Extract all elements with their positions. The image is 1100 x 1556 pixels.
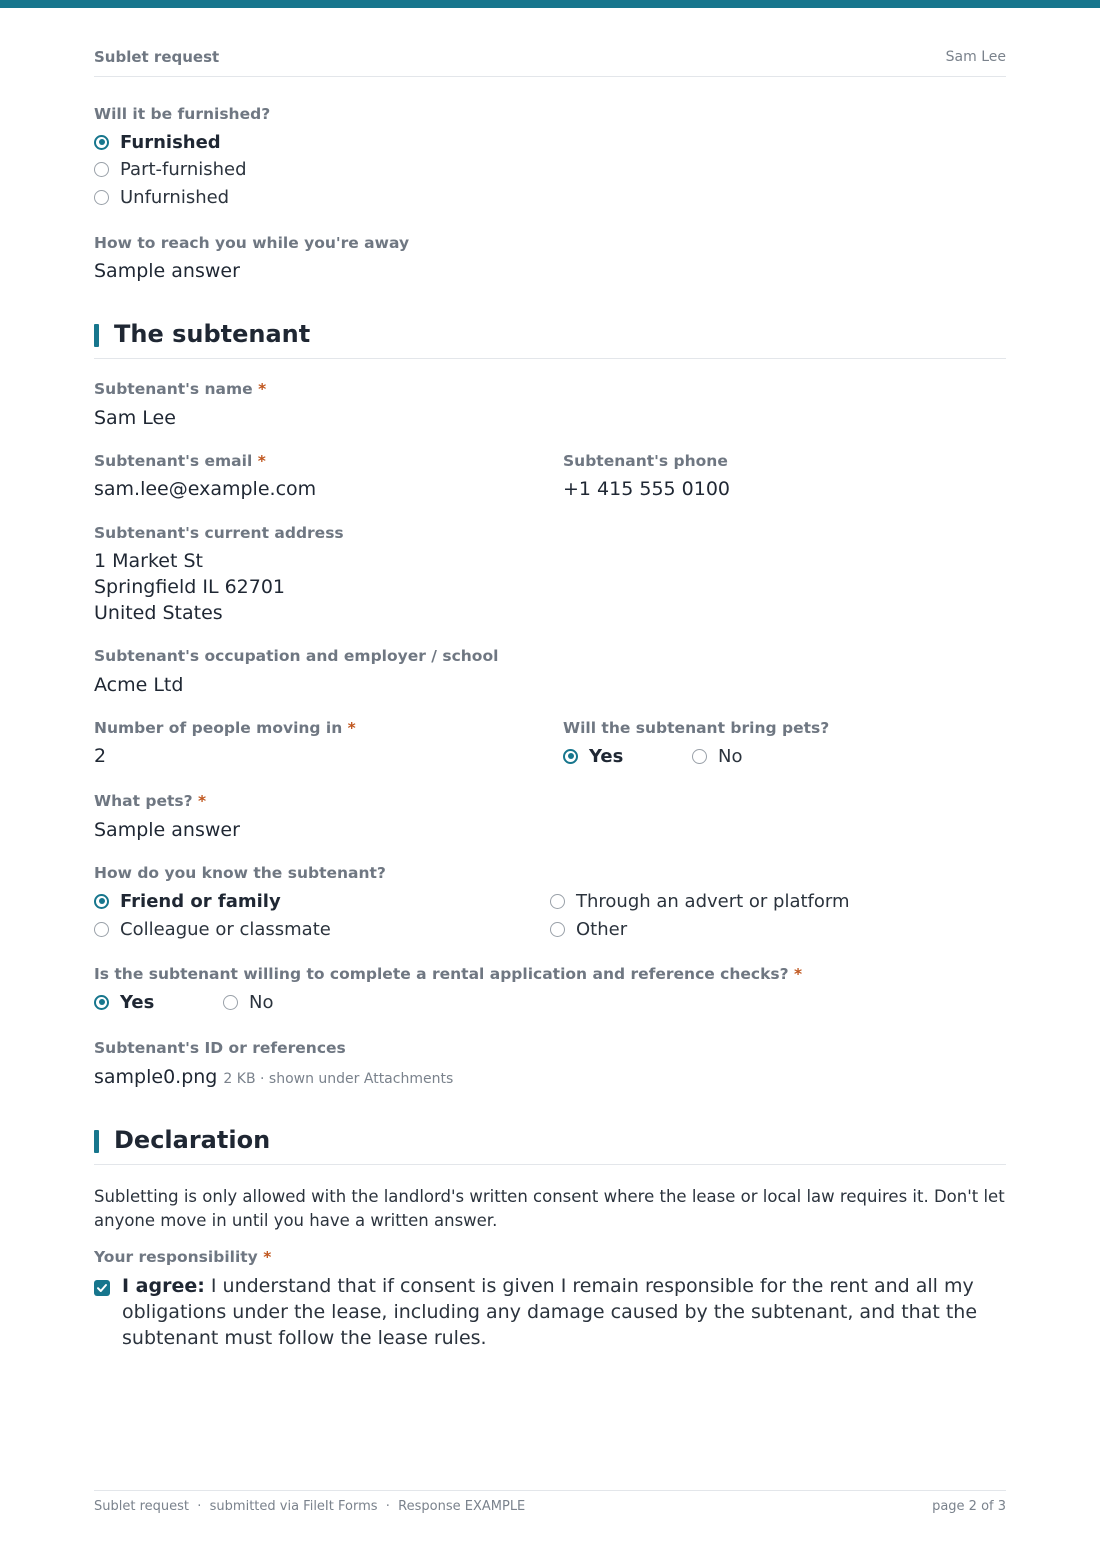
id-refs-label: Subtenant's ID or references xyxy=(94,1039,346,1057)
radio-empty-icon xyxy=(692,749,707,764)
what-pets-value: Sample answer xyxy=(94,819,240,841)
radio-pets-no[interactable] xyxy=(692,743,742,769)
option-label: Furnished xyxy=(120,131,221,153)
required-marker: * xyxy=(258,380,267,398)
people-value: 2 xyxy=(94,745,107,767)
checks-label: Is the subtenant willing to complete a rental application and reference checks? * xyxy=(94,965,803,983)
required-marker: * xyxy=(794,965,803,983)
phone-value: +1 415 555 0100 xyxy=(563,478,731,500)
people-label: Number of people moving in * xyxy=(94,719,356,737)
form-title: Sublet request xyxy=(94,48,220,66)
radio-empty-icon xyxy=(94,922,109,937)
name-label: Subtenant's name * xyxy=(94,380,267,398)
agree-statement xyxy=(122,1273,1006,1351)
radio-selected-icon xyxy=(94,995,109,1010)
agree-label: I agree: xyxy=(122,1275,205,1297)
radio-unfurnished[interactable] xyxy=(94,184,229,210)
know-label: How do you know the subtenant? xyxy=(94,864,386,882)
attachment-file xyxy=(94,1064,453,1092)
radio-selected-icon xyxy=(563,749,578,764)
required-marker: * xyxy=(257,452,266,470)
name-value: Sam Lee xyxy=(94,407,176,429)
reach-value: Sample answer xyxy=(94,260,240,282)
radio-empty-icon xyxy=(94,190,109,205)
address-line: 1 Market St xyxy=(94,550,203,572)
address-line: Springfield IL 62701 xyxy=(94,576,286,598)
reach-label: How to reach you while you're away xyxy=(94,234,410,252)
email-label: Subtenant's email * xyxy=(94,452,266,470)
declaration-text: Subletting is only allowed with the landlord's written consent where the lease or local law requires it. Don't let anyone move in until you have a written answer. xyxy=(94,1187,1005,1230)
footer-info: Sublet request · submitted via FileIt Forms · Response EXAMPLE xyxy=(94,1499,526,1514)
radio-checks-no[interactable] xyxy=(223,989,273,1015)
section-title: The subtenant xyxy=(114,320,311,348)
pets-label: Will the subtenant bring pets? xyxy=(563,719,830,737)
file-name[interactable]: sample0.png xyxy=(94,1066,218,1088)
checkmark-icon xyxy=(96,1282,108,1294)
page-number: page 2 of 3 xyxy=(932,1499,1006,1514)
section-subtenant xyxy=(94,321,1006,359)
radio-selected-icon xyxy=(94,135,109,150)
option-label: Other xyxy=(576,918,628,940)
option-label: No xyxy=(718,745,743,767)
file-meta: 2 KB · shown under Attachments xyxy=(223,1071,454,1087)
occupation-value: Acme Ltd xyxy=(94,674,184,696)
radio-furnished[interactable] xyxy=(94,129,221,155)
respondent-name: Sam Lee xyxy=(945,49,1006,65)
occupation-label: Subtenant's occupation and employer / school xyxy=(94,647,499,665)
top-accent-bar xyxy=(0,0,1100,8)
section-declaration xyxy=(94,1127,1006,1165)
required-marker: * xyxy=(263,1248,272,1266)
required-marker: * xyxy=(198,792,207,810)
section-marker xyxy=(94,324,99,347)
option-label: Friend or family xyxy=(120,890,281,912)
page-footer xyxy=(94,1490,1006,1520)
radio-empty-icon xyxy=(94,162,109,177)
option-label: Through an advert or platform xyxy=(576,890,850,912)
radio-empty-icon xyxy=(223,995,238,1010)
section-title: Declaration xyxy=(114,1126,271,1154)
email-value: sam.lee@example.com xyxy=(94,478,317,500)
radio-checks-yes[interactable] xyxy=(94,989,154,1015)
phone-label: Subtenant's phone xyxy=(563,452,728,470)
option-label: Yes xyxy=(589,745,624,767)
radio-other[interactable] xyxy=(550,916,627,942)
agree-checkbox[interactable] xyxy=(94,1280,110,1296)
responsibility-label: Your responsibility * xyxy=(94,1248,272,1266)
radio-colleague-or-classmate[interactable] xyxy=(94,916,331,942)
radio-advert-or-platform[interactable] xyxy=(550,888,850,914)
furnished-label: Will it be furnished? xyxy=(94,105,271,123)
agree-text: I understand that if consent is given I remain responsible for the rent and all my obligations under the lease, including any damage caused by the subtenant, and that the subtenant must follow the lease rules. xyxy=(122,1275,978,1349)
radio-empty-icon xyxy=(550,894,565,909)
option-label: Part-furnished xyxy=(120,158,247,180)
address-line: United States xyxy=(94,602,223,624)
what-pets-label: What pets? * xyxy=(94,792,207,810)
page-header xyxy=(94,48,1006,77)
radio-friend-or-family[interactable] xyxy=(94,888,281,914)
section-marker xyxy=(94,1130,99,1153)
radio-empty-icon xyxy=(550,922,565,937)
option-label: Colleague or classmate xyxy=(120,918,331,940)
option-label: Unfurnished xyxy=(120,186,230,208)
address-label: Subtenant's current address xyxy=(94,524,344,542)
radio-selected-icon xyxy=(94,894,109,909)
option-label: Yes xyxy=(120,991,155,1013)
radio-pets-yes[interactable] xyxy=(563,743,623,769)
required-marker: * xyxy=(347,719,356,737)
radio-part-furnished[interactable] xyxy=(94,156,247,182)
option-label: No xyxy=(249,991,274,1013)
